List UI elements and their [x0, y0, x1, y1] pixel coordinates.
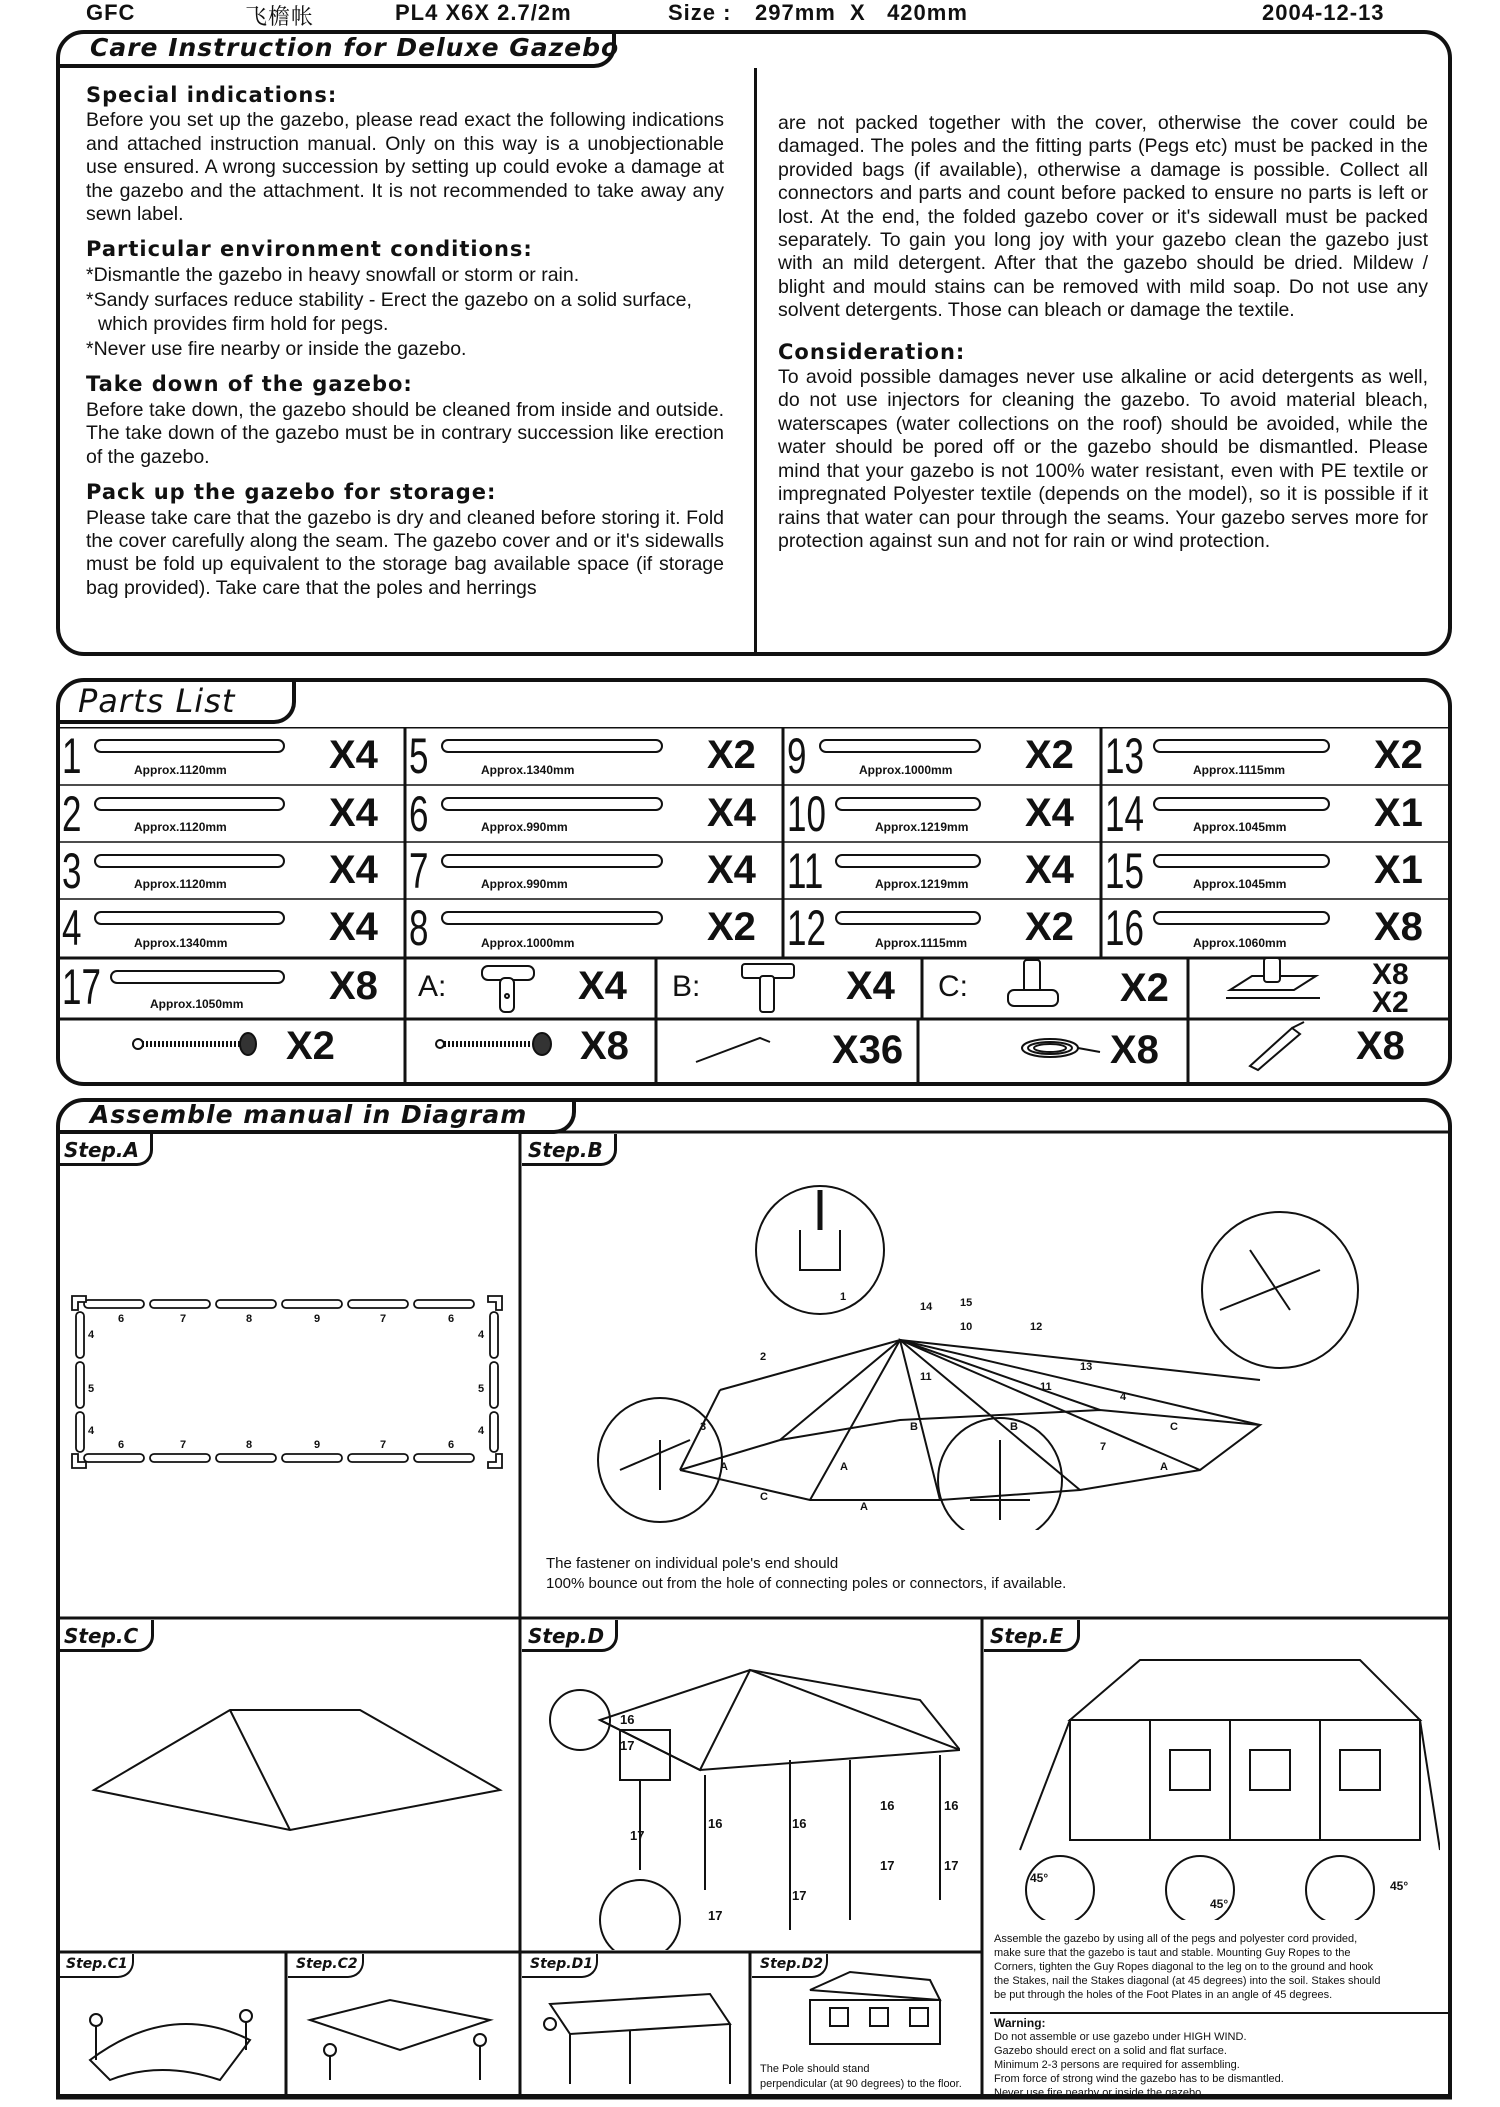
part-cell — [783, 899, 1101, 958]
part-qty: X4 — [1025, 848, 1074, 892]
pole-icon — [1153, 911, 1330, 925]
svg-text:16: 16 — [620, 1712, 635, 1727]
part-qty: X2 — [1374, 733, 1423, 777]
assembly-line: Corners, tighten the Guy Ropes diagonal to the leg on to the ground and hook — [994, 1961, 1374, 1973]
assembly-line: make sure that the gazebo is taut and stable. Mounting Guy Ropes to the — [994, 1947, 1351, 1959]
step-c2-label: Step.C2 — [296, 1956, 358, 1972]
svg-text:11: 11 — [1040, 1381, 1052, 1393]
pole-icon — [835, 911, 981, 925]
svg-text:6: 6 — [448, 1439, 455, 1451]
part-qty: X4 — [707, 791, 756, 835]
warning-line: Never use fire nearby or inside the gazebo. — [994, 2087, 1205, 2099]
part-qty: X4 — [707, 848, 756, 892]
svg-text:17: 17 — [880, 1858, 895, 1873]
part-length: Approx.1219mm — [875, 877, 969, 891]
part-length: Approx.1120mm — [134, 763, 227, 777]
part-length: Approx.1000mm — [859, 763, 953, 777]
special-heading: Special indications: — [86, 83, 338, 107]
care-title: Care Instruction for Deluxe Gazebo — [90, 33, 620, 62]
svg-text:16: 16 — [880, 1798, 895, 1813]
pole-note-1: The Pole should stand — [760, 2063, 870, 2075]
part-length: Approx.1340mm — [134, 936, 228, 950]
foot-plate-qty-2: X2 — [1372, 986, 1409, 1019]
part-number: 13 — [1105, 728, 1144, 784]
svg-text:7: 7 — [180, 1439, 187, 1451]
svg-text:4: 4 — [478, 1329, 485, 1341]
assembly-line: Assemble the gazebo by using all of the pegs and polyester cord provided, — [994, 1933, 1358, 1945]
svg-text:14: 14 — [920, 1301, 933, 1313]
svg-text:C: C — [1170, 1421, 1178, 1433]
part-qty: X4 — [329, 733, 378, 777]
pole-icon — [819, 739, 981, 753]
part-cell — [405, 727, 783, 785]
foot-plate-qty: X8 — [1372, 958, 1409, 991]
model-code: PL4 X6X 2.7/2m — [395, 0, 572, 25]
step-c-label: Step.C — [64, 1624, 139, 1648]
step-e-label: Step.E — [990, 1624, 1064, 1648]
pack-text: Please take care that the gazebo is dry and cleaned before storing it. Fold the cover carefully along the seam. The gazebo cover and or it's sidewalls must be fold up equivalent to the storage bag available space (if storage bag provided). Take care that the poles and herrings — [86, 506, 724, 599]
env-item: *Dismantle the gazebo in heavy snowfall or storm or rain. — [86, 263, 580, 286]
connector-c-icon — [1004, 958, 1064, 1018]
part-length: Approx.1000mm — [481, 936, 575, 950]
svg-text:6: 6 — [448, 1313, 455, 1325]
part-number: 10 — [787, 786, 826, 842]
svg-text:15: 15 — [960, 1297, 973, 1309]
short-bolt-qty: X8 — [580, 1024, 629, 1068]
svg-text:17: 17 — [708, 1908, 723, 1923]
brand: GFC — [86, 0, 136, 25]
part-length: Approx.1115mm — [875, 936, 968, 950]
svg-text:17: 17 — [620, 1738, 635, 1753]
part-length: Approx.1115mm — [1193, 763, 1286, 777]
connector-c-qty: X2 — [1120, 966, 1169, 1010]
svg-text:17: 17 — [944, 1858, 959, 1873]
part-qty: X2 — [1025, 733, 1074, 777]
step-c2-diagram — [300, 1980, 500, 2090]
part-qty: X2 — [1025, 905, 1074, 949]
svg-text:17: 17 — [792, 1888, 807, 1903]
env-heading: Particular environment conditions: — [86, 237, 533, 262]
svg-text:17: 17 — [630, 1828, 645, 1843]
svg-text:8: 8 — [246, 1313, 253, 1325]
svg-text:A: A — [720, 1461, 728, 1473]
svg-text:4: 4 — [88, 1329, 95, 1341]
part-cell — [783, 785, 1101, 842]
svg-text:1: 1 — [840, 1291, 847, 1303]
env-item: *Never use fire nearby or inside the gazebo. — [86, 338, 467, 361]
part-cell — [58, 842, 405, 899]
step-e-diagram — [1000, 1650, 1440, 1920]
pole-icon — [441, 739, 663, 753]
pole-icon — [94, 911, 285, 925]
warning-divider — [990, 2012, 1450, 2014]
peg-icon — [690, 1028, 780, 1068]
takedown-text: Before take down, the gazebo should be cleaned from inside and outside. The take down of the gazebo must be in contrary succession like erection of the gazebo. — [86, 398, 724, 468]
svg-text:10: 10 — [960, 1321, 973, 1333]
part-cell — [58, 785, 405, 842]
part-length: Approx.1050mm — [150, 997, 244, 1011]
part-length: Approx.1120mm — [134, 877, 227, 891]
size-value: 297mm X 420mm — [755, 0, 968, 25]
step-d2-diagram — [790, 1970, 950, 2050]
part-cell — [58, 727, 405, 785]
care-right-column — [778, 112, 1428, 565]
part-cell — [405, 899, 783, 958]
part-qty: X4 — [329, 791, 378, 835]
pole-icon — [1153, 797, 1330, 811]
svg-text:A: A — [860, 1501, 868, 1513]
care-divider — [754, 68, 757, 654]
consideration-text: To avoid possible damages never use alkaline or acid detergents as well, do not use injectors for cleaning the gazebo. To avoid material bleach, waterscapes (water collections on the roof) should be avoided, while the water should be pored off or the gazebo should be dismantled. Please mind that your gazebo is not 100% water resistant, even with PE textile or impregnated Polyester textile (depends on the model), so it is possible if it rains that water can pour through the seams. Your gazebo serves more for protection against sun and not for rain or wind protection. — [778, 366, 1428, 552]
connector-a-label: A: — [418, 970, 447, 1003]
rope-qty: X8 — [1110, 1028, 1159, 1072]
pole-icon — [835, 854, 981, 868]
svg-text:9: 9 — [314, 1313, 321, 1325]
part-number: 12 — [787, 900, 826, 956]
svg-text:16: 16 — [708, 1816, 723, 1831]
warning-line: Do not assemble or use gazebo under HIGH WIND. — [994, 2031, 1247, 2043]
angle-label-2: 45° — [1210, 1897, 1229, 1911]
stake-qty: X8 — [1356, 1024, 1405, 1068]
size-label: Size : — [668, 0, 732, 25]
part-length: Approx.1045mm — [1193, 877, 1287, 891]
connector-b-qty: X4 — [846, 964, 895, 1008]
angle-label-3: 45° — [1390, 1879, 1409, 1893]
svg-text:12: 12 — [1030, 1321, 1043, 1333]
svg-text:4: 4 — [478, 1425, 485, 1437]
svg-text:2: 2 — [760, 1351, 767, 1363]
svg-text:7: 7 — [180, 1313, 187, 1325]
part-qty: X4 — [329, 848, 378, 892]
part-length: Approx.1045mm — [1193, 820, 1287, 834]
peg-qty: X36 — [832, 1028, 904, 1072]
angle-label-1: 45° — [1030, 1871, 1049, 1885]
fastener-note-2: 100% bounce out from the hole of connecting poles or connectors, if available. — [546, 1575, 1067, 1592]
svg-text:A: A — [1160, 1461, 1168, 1473]
assembly-line: the Stakes, nail the Stakes diagonal (at 45 degrees) into the soil. Stakes should — [994, 1975, 1381, 1987]
svg-text:6: 6 — [118, 1439, 125, 1451]
part-number: 6 — [409, 786, 429, 842]
part-qty: X2 — [707, 733, 756, 777]
step-d1-label: Step.D1 — [530, 1956, 593, 1972]
svg-text:16: 16 — [944, 1798, 959, 1813]
pole-icon — [94, 739, 285, 753]
pole-icon — [441, 797, 663, 811]
part-cell — [405, 842, 783, 899]
warning-line: Minimum 2-3 persons are required for assembling. — [994, 2059, 1240, 2071]
part-cell — [405, 785, 783, 842]
part-length: Approx.990mm — [481, 820, 568, 834]
svg-text:B: B — [910, 1421, 918, 1433]
long-bolt-icon — [130, 1030, 270, 1060]
part-qty: X8 — [329, 964, 378, 1008]
part-cell — [1101, 727, 1450, 785]
part-number: 2 — [62, 786, 82, 842]
part-number: 17 — [62, 959, 101, 1015]
step-a-label: Step.A — [64, 1138, 139, 1162]
part-cell — [1101, 842, 1450, 899]
part-qty: X8 — [1374, 905, 1423, 949]
short-bolt-icon — [430, 1030, 570, 1060]
svg-text:11: 11 — [920, 1371, 932, 1383]
pole-icon — [110, 970, 285, 984]
part-length: Approx.1060mm — [1193, 936, 1287, 950]
part-length: Approx.990mm — [481, 877, 568, 891]
parts-title: Parts List — [78, 682, 236, 720]
takedown-heading: Take down of the gazebo: — [86, 372, 413, 397]
part-qty: X4 — [1025, 791, 1074, 835]
assembly-line: be put through the holes of the Foot Plates in an angle of 45 degrees. — [994, 1989, 1333, 2001]
pole-icon — [1153, 739, 1330, 753]
svg-text:4: 4 — [88, 1425, 95, 1437]
warning-block — [994, 2016, 1434, 2100]
pole-icon — [441, 854, 663, 868]
part-qty: X2 — [707, 905, 756, 949]
part-cell — [783, 842, 1101, 899]
step-c1-label: Step.C1 — [66, 1956, 128, 1972]
part-length: Approx.1120mm — [134, 820, 227, 834]
pole-icon — [835, 797, 981, 811]
step-d-diagram — [540, 1660, 960, 1950]
assembly-instructions — [994, 1932, 1434, 2002]
pole-icon — [441, 911, 663, 925]
part-number: 8 — [409, 900, 429, 956]
part-qty: X4 — [329, 905, 378, 949]
pole-note-2: perpendicular (at 90 degrees) to the floor. — [760, 2078, 962, 2090]
pole-icon — [94, 854, 285, 868]
svg-text:7: 7 — [380, 1439, 387, 1451]
step-d2-label: Step.D2 — [760, 1956, 823, 1972]
svg-text:6: 6 — [118, 1313, 125, 1325]
svg-text:5: 5 — [478, 1383, 485, 1395]
step-d1-diagram — [530, 1984, 740, 2094]
svg-text:13: 13 — [1080, 1361, 1093, 1373]
svg-text:C: C — [760, 1491, 768, 1503]
stake-icon — [1244, 1018, 1314, 1074]
svg-text:A: A — [840, 1461, 848, 1473]
step-c1-diagram — [70, 1980, 270, 2090]
part-length: Approx.1340mm — [481, 763, 575, 777]
part-number: 16 — [1105, 900, 1144, 956]
part-qty: X1 — [1374, 848, 1423, 892]
connector-a-qty: X4 — [578, 964, 627, 1008]
part-number: 1 — [62, 728, 82, 784]
svg-text:7: 7 — [1100, 1441, 1107, 1453]
part-number: 3 — [62, 843, 82, 899]
pole-icon — [1153, 854, 1330, 868]
step-a-diagram — [70, 1290, 520, 1480]
svg-text:7: 7 — [380, 1313, 387, 1325]
part-cell — [58, 899, 405, 958]
part-cell — [1101, 785, 1450, 842]
part-number: 15 — [1105, 843, 1144, 899]
part-number: 11 — [787, 843, 824, 899]
part-cell — [783, 727, 1101, 785]
svg-text:B: B — [1010, 1421, 1018, 1433]
assemble-title: Assemble manual in Diagram — [90, 1100, 528, 1129]
connector-a-icon — [478, 960, 538, 1016]
part-length: Approx.1219mm — [875, 820, 969, 834]
chinese-title: 飞檐帐 — [245, 5, 315, 30]
special-text: Before you set up the gazebo, please read exact the following indications and attached instruction manual. Only on this way is a unobjectionable use ensured. A wrong succession by setting up could evoke a damage at the gazebo and the attachment. It is not recommended to take away any sewn label. — [86, 109, 724, 226]
fastener-note-1: The fastener on individual pole's end should — [546, 1555, 839, 1572]
date: 2004-12-13 — [1262, 0, 1385, 25]
svg-text:16: 16 — [792, 1816, 807, 1831]
connector-b-icon — [738, 960, 798, 1016]
step-b-diagram — [560, 1170, 1440, 1530]
warning-line: From force of strong wind the gazebo has to be dismantled. — [994, 2073, 1284, 2085]
pole-icon — [94, 797, 285, 811]
part-qty: X1 — [1374, 791, 1423, 835]
connector-c-label: C: — [938, 970, 968, 1003]
connector-b-label: B: — [672, 970, 701, 1003]
part-number: 14 — [1105, 786, 1144, 842]
part-number: 5 — [409, 728, 429, 784]
svg-text:3: 3 — [700, 1421, 707, 1433]
warning-line: Gazebo should erect on a solid and flat surface. — [994, 2045, 1227, 2057]
warning-title: Warning: — [994, 2016, 1046, 2030]
env-item: *Sandy surfaces reduce stability - Erect the gazebo on a solid surface, which provides firm hold for pegs. — [86, 289, 692, 335]
pack-heading: Pack up the gazebo for storage: — [86, 480, 497, 505]
part-number: 7 — [409, 843, 429, 899]
step-c-diagram — [90, 1690, 510, 1840]
svg-text:4: 4 — [1120, 1391, 1127, 1403]
part-number: 4 — [62, 900, 82, 956]
pack-text-cont: are not packed together with the cover, otherwise the cover could be damaged. The poles and the fitting parts (Pegs etc) must be packed in the provided bags (if available), otherwise a damage is possible. Collect all connectors and parts and count before packed to ensure no parts is left or lost. At the end, the folded gazebo cover or it's sidewall must be packed separately. To gain you long joy with your gazebo clean the gazebo just with an mild detergent. After that the gazebo should be dried. Mildew / blight and mould stains can be removed with mild soap. Do not use any solvent detergents. Those can bleach or damage the textile. — [778, 112, 1428, 322]
foot-plate-icon — [1224, 950, 1324, 1010]
step-d-label: Step.D — [528, 1624, 605, 1648]
part-cell — [58, 958, 405, 1019]
part-number: 9 — [787, 728, 807, 784]
consideration-heading: Consideration: — [778, 339, 966, 364]
svg-text:5: 5 — [88, 1383, 95, 1395]
long-bolt-qty: X2 — [286, 1024, 335, 1068]
rope-icon — [1004, 1028, 1104, 1068]
svg-text:8: 8 — [246, 1439, 253, 1451]
svg-text:9: 9 — [314, 1439, 321, 1451]
care-left-column — [86, 84, 724, 612]
step-b-label: Step.B — [528, 1138, 603, 1162]
